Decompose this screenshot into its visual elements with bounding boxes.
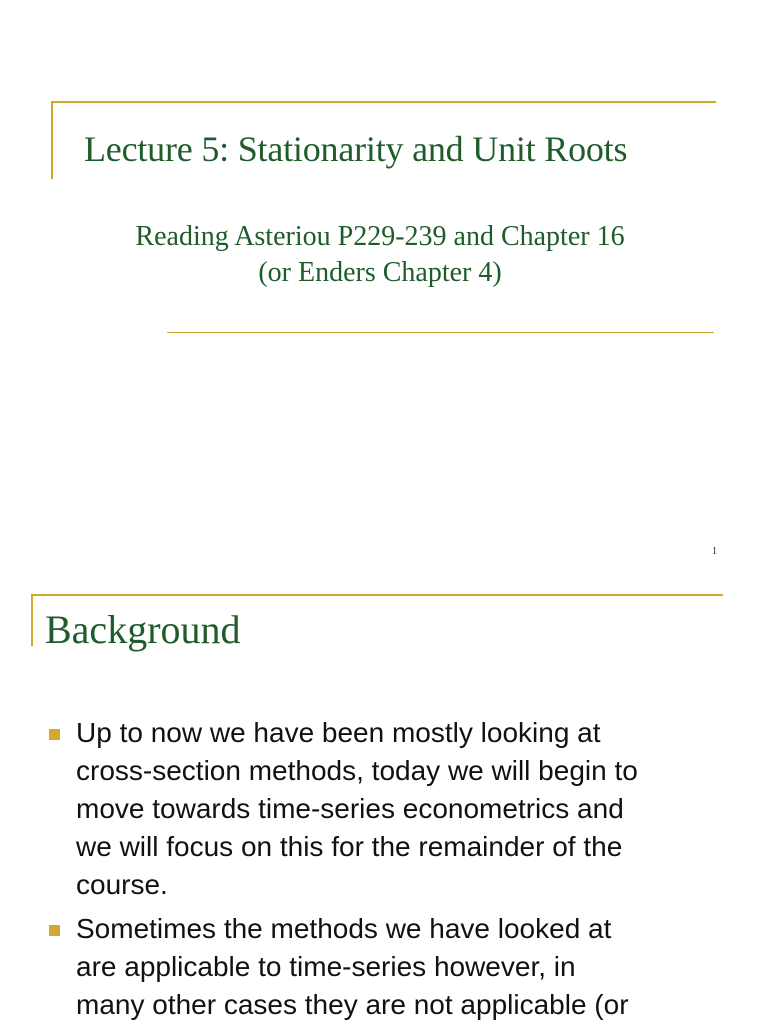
bullet-line: cross-section methods, today we will begin to <box>76 755 638 786</box>
bullet-line: move towards time-series econometrics and <box>76 793 624 824</box>
bottom-rule <box>167 332 714 333</box>
bullet-line: Sometimes the methods we have looked at <box>76 913 612 944</box>
bullet-item <box>45 714 735 904</box>
bullet-line: Up to now we have been mostly looking at <box>76 717 601 748</box>
bullet-item <box>45 910 735 1024</box>
left-rule <box>51 101 53 179</box>
bullet-text <box>76 910 735 1024</box>
left-rule <box>31 594 33 646</box>
subtitle-line: (or Enders Chapter 4) <box>258 257 502 288</box>
bullet-line: course. <box>76 869 168 900</box>
bullet-line: are applicable to time-series however, in <box>76 951 576 982</box>
top-rule <box>31 594 723 596</box>
bullet-list <box>45 714 735 1024</box>
square-bullet-icon <box>49 729 60 740</box>
square-bullet-icon <box>49 925 60 936</box>
subtitle-line: Reading Asteriou P229-239 and Chapter 16 <box>135 221 625 252</box>
slide-subtitle <box>84 219 676 291</box>
slide-2 <box>0 578 768 1024</box>
top-rule <box>51 101 716 103</box>
slide-title: Background <box>45 607 241 652</box>
bullet-line: we will focus on this for the remainder of the <box>76 831 623 862</box>
bullet-line: many other cases they are not applicable (or <box>76 989 629 1020</box>
page-number: 1 <box>712 546 717 557</box>
bullet-text <box>76 714 735 904</box>
slide-title: Lecture 5: Stationarity and Unit Roots <box>84 129 628 169</box>
